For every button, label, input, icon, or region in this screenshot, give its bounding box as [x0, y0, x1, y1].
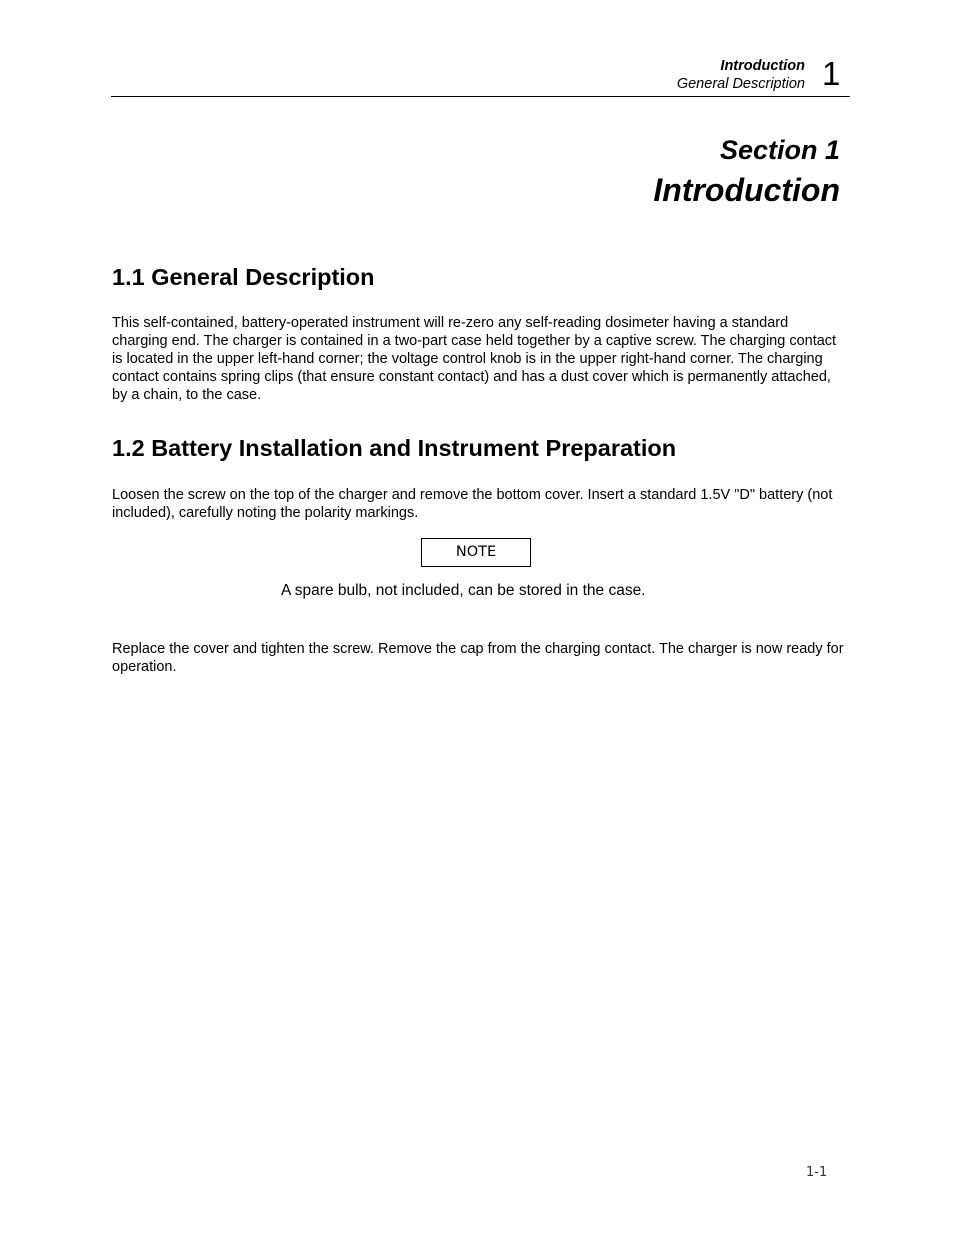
paragraph-replace-cover: Replace the cover and tighten the screw. Remove the cap from the charging contact. The charger is now ready for operation.	[112, 641, 844, 675]
running-head-section: General Description	[676, 76, 805, 92]
running-head-chapter: Introduction	[720, 58, 805, 74]
heading-general-description: 1.1 General Description	[112, 264, 375, 290]
paragraph-battery-installation: Loosen the screw on the top of the charger and remove the bottom cover. Insert a standard 1.5V "D" battery (not included), carefully noting the polarity markings.	[112, 487, 833, 521]
header-rule	[111, 96, 850, 97]
heading-battery-installation: 1.2 Battery Installation and Instrument Preparation	[112, 435, 677, 461]
page-number: 1-1	[806, 1165, 828, 1180]
page-title: Introduction	[653, 172, 840, 208]
chapter-number: 1	[822, 55, 841, 92]
note-label: NOTE	[421, 538, 531, 567]
paragraph-general-description: This self-contained, battery-operated instrument will re-zero any self-reading dosimeter having a standard charging end. The charger is contained in a two-part case held together by a captive screw. The charging contact is located in the upper left-hand corner; the voltage control knob is in the upper right-hand corner. The charging contact contains spring clips (that ensure constant contact) and has a dust cover which is permanently attached, by a chain, to the case.	[112, 315, 837, 403]
note-text: A spare bulb, not included, can be stored in the case.	[281, 582, 646, 599]
section-label: Section 1	[719, 135, 840, 165]
running-head	[677, 57, 805, 93]
